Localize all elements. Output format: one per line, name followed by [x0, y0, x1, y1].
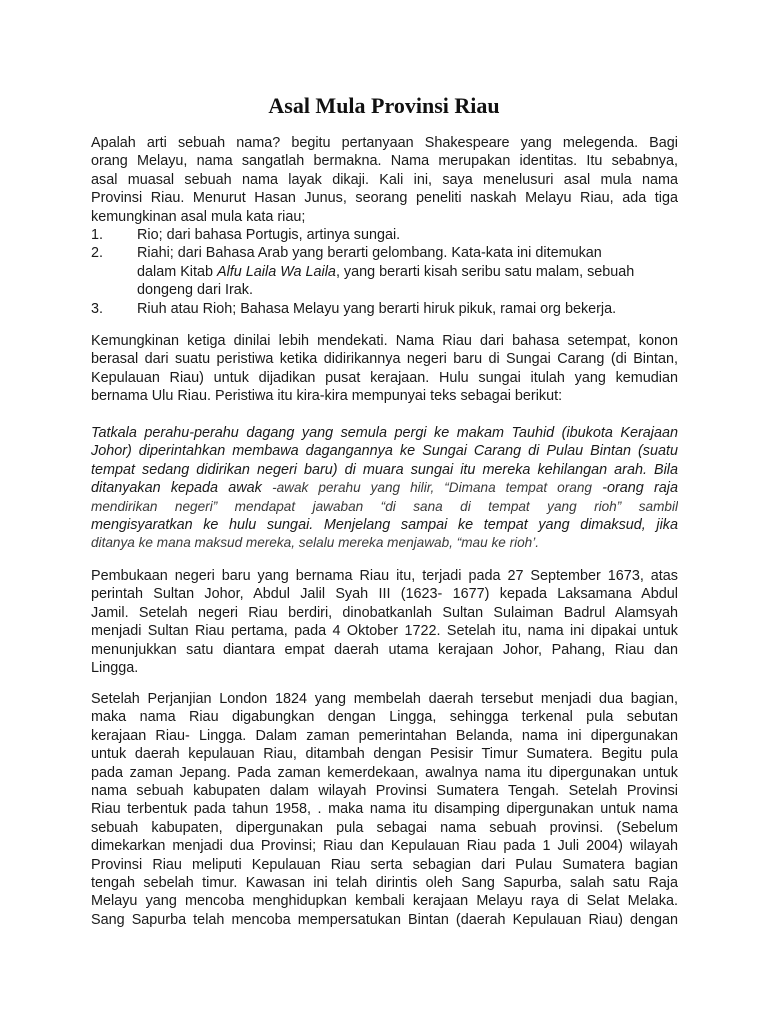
quote-line: mengisyaratkan ke hulu sungai. Menjelang sampai ke tempat yang dimaksud, jika	[91, 516, 678, 533]
quote-line: Johor) diperintahkan membawa dagangannya ke Sungai Carang di Pulau Bintan (suatu	[91, 443, 678, 460]
list-number: 1.	[91, 226, 104, 243]
quote-line: mendirikan negeri” mendapat jawaban “di sana di tempat yang rioh” sambil	[91, 498, 678, 514]
list-text: Riuh atau Rioh; Bahasa Melayu yang berarti hiruk pikuk, ramai org bekerja.	[137, 300, 617, 317]
paragraph-line: Apalah arti sebuah nama? begitu pertanyaan Shakespeare yang melegenda. Bagi	[91, 135, 678, 151]
quote-line: ditanya ke mana maksud mereka, selalu mereka menjawab, “mau ke rioh’.	[91, 535, 540, 551]
paragraph-line: sebuah kabupaten, dipergunakan pula sebagai nama sebuah provinsi. (Sebelum	[91, 819, 678, 836]
book-title: Alfu Laila Wa Laila	[217, 263, 336, 280]
paragraph-line: menunjukkan satu diantara empat daerah utama kerajaan Johor, Pahang, Riau dan	[91, 641, 678, 658]
list-item-continuation	[91, 263, 678, 281]
paragraph-line: pada zaman Jepang. Pada zaman kemerdekaan, awalnya nama itu dipergunakan untuk	[91, 764, 678, 781]
paragraph-line: Pembukaan negeri baru yang bernama Riau itu, terjadi pada 27 September 1673, atas	[91, 568, 678, 584]
list-number: 2.	[91, 245, 104, 262]
paragraph-line: kerajaan Riau- Lingga. Dalam zaman pemerintahan Belanda, nama ini dipergunakan	[91, 727, 678, 744]
paragraph-line: Lingga.	[91, 659, 139, 676]
list-item	[91, 244, 678, 262]
list-item	[91, 226, 678, 244]
paragraph-intro	[91, 134, 678, 318]
paragraph-fourth	[91, 690, 678, 929]
quote-line	[91, 479, 678, 497]
list-text: Rio; dari bahasa Portugis, artinya sungai.	[137, 226, 401, 243]
paragraph-line: Sang Sapurba telah mencoba mempersatukan Bintan (daerah Kepulauan Riau) dengan	[91, 911, 678, 928]
paragraph-line: kemungkinan asal mula kata riau;	[91, 208, 306, 225]
paragraph-third	[91, 567, 678, 677]
document-title: Asal Mula Provinsi Riau	[268, 93, 500, 118]
paragraph-line: Jamil. Setelah negeri Riau berdiri, dinobatkanlah Sultan Sulaiman Badrul Alamsyah	[91, 604, 678, 621]
paragraph-second	[91, 332, 678, 406]
list-item-continuation: dongeng dari Irak.	[137, 282, 254, 299]
paragraph-line: dimekarkan menjadi dua Provinsi; Riau dan Kepulauan Riau pada 1 Juli 2004) wilayah	[91, 838, 678, 855]
quote-segment: ditanyakan kepada awak	[91, 480, 262, 497]
list-text: Riahi; dari Bahasa Arab yang berarti gelombang. Kata-kata ini ditemukan	[137, 245, 602, 262]
paragraph-line: orang Melayu, nama sangatlah bermakna. Nama merupakan identitas. Itu sebabnya,	[91, 153, 678, 170]
paragraph-line: Melayu yang mencoba menghidupkan kembali kerajaan Melayu raya di Selat Melaka.	[91, 893, 678, 910]
paragraph-line: berasal dari suatu peristiwa ketika didirikannya negeri baru di Sungai Carang (di Bintan,	[91, 351, 678, 368]
paragraph-line: tengah sebelah timur. Kawasan ini telah dirintis oleh Sang Sapurba, salah satu Raja	[91, 874, 678, 891]
paragraph-line: bernama Ulu Riau. Peristiwa itu kira-kira mempunyai teks sebagai berikut:	[91, 388, 563, 405]
paragraph-line: Kemungkinan ketiga dinilai lebih mendekati. Nama Riau dari bahasa setempat, konon	[91, 333, 678, 349]
quoted-passage	[91, 424, 678, 553]
paragraph-line: Setelah Perjanjian London 1824 yang membelah daerah tersebut menjadi dua bagian,	[91, 691, 678, 707]
paragraph-line: asal muasal sebuah nama layak dikaji. Kali ini, saya menelusuri asal mula nama	[91, 171, 678, 188]
paragraph-line: nama sebuah kabupaten dalam wilayah Provinsi Sumatera Tengah. Setelah Provinsi	[91, 782, 678, 799]
list-item	[91, 300, 678, 318]
quote-segment: -orang raja	[602, 480, 678, 497]
paragraph-line: Provinsi Riau meliputi Kepulauan Riau serta sebagian dari Pulau Sumatera bagian	[91, 856, 678, 873]
quote-segment: -awak perahu yang hilir, “Dimana tempat orang	[272, 480, 592, 496]
list-text: dalam Kitab	[137, 263, 217, 280]
paragraph-line: perintah Sultan Johor, Abdul Jalil Syah III (1623- 1677) kepada Laksamana Abdul	[91, 586, 678, 603]
quote-line: Tatkala perahu-perahu dagang yang semula pergi ke makam Tauhid (ibukota Kerajaan	[91, 425, 678, 441]
paragraph-line: untuk daerah kepulauan Riau, ditambah dengan Pesisir Timur Sumatera. Begitu pula	[91, 746, 678, 763]
list-number: 3.	[91, 300, 104, 317]
paragraph-line: Provinsi Riau. Menurut Hasan Junus, seorang peneliti naskah Melayu Riau, ada tiga	[91, 190, 678, 207]
paragraph-line: Riau terbentuk pada tahun 1958, . maka nama itu disamping dipergunakan untuk nama	[91, 801, 678, 818]
list-text: , yang berarti kisah seribu satu malam, sebuah	[335, 263, 635, 280]
paragraph-line: maka nama Riau digabungkan dengan Lingga, sehingga terkenal pula sebutan	[91, 709, 678, 726]
paragraph-line: menjadi Sultan Riau pertama, pada 4 Oktober 1722. Setelah itu, nama ini dipakai untuk	[91, 623, 678, 640]
paragraph-line: Kepulauan Riau) untuk dijadikan pusat kerajaan. Hulu sungai itulah yang kemudian	[91, 369, 678, 386]
quote-line: tempat sedang didirikan negeri baru) di muara sungai itu mereka kehilangan arah. Bila	[91, 461, 678, 478]
